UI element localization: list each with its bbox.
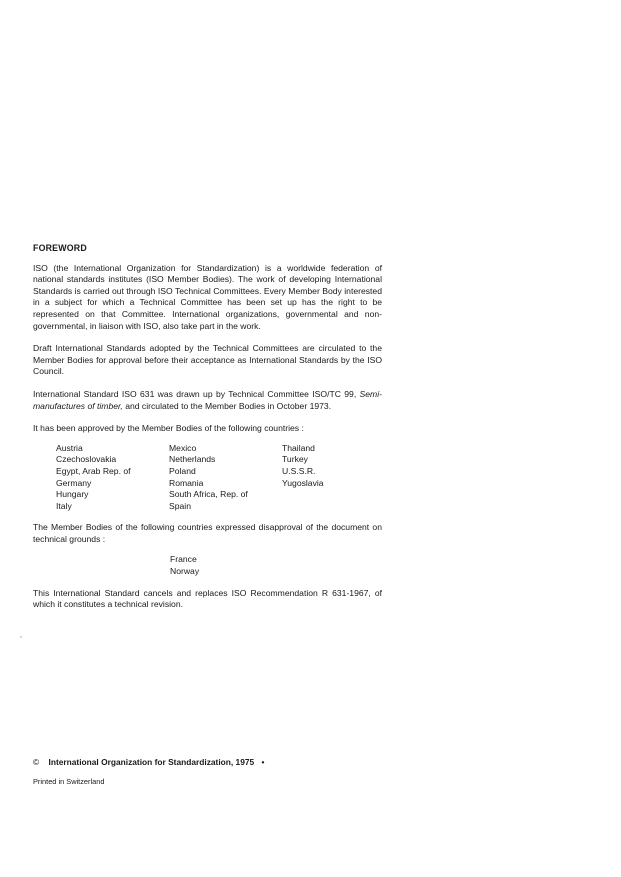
paragraph-disapproval-intro: The Member Bodies of the following countries expressed disapproval of the document on technical grounds : <box>33 522 382 544</box>
disapproving-countries-list <box>170 554 382 577</box>
iso-631-text-a: International Standard ISO 631 was drawn up by Technical Committee ISO/TC 99, <box>33 388 357 399</box>
country-item: Norway <box>170 566 200 577</box>
approving-countries-list <box>56 443 382 513</box>
country-item: Thailand <box>282 442 315 453</box>
country-item: Mexico <box>169 442 197 453</box>
country-item: Romania <box>169 477 204 488</box>
country-item: U.S.S.R. <box>282 465 316 476</box>
country-item: France <box>170 554 197 565</box>
foreword-heading: FOREWORD <box>33 243 87 253</box>
paragraph-draft-standards: Draft International Standards adopted by the Technical Committees are circulated to the Member Bodies for approval before their acceptance as International Standards by the ISO Council. <box>33 343 382 377</box>
printed-in-note: Printed in Switzerland <box>33 777 105 786</box>
copyright-line <box>33 757 264 767</box>
country-item: Poland <box>169 465 196 476</box>
country-item: Turkey <box>282 454 308 465</box>
copyright-icon: © <box>33 757 40 767</box>
country-item: South Africa, Rep. of <box>169 489 248 500</box>
country-item: Czechoslovakia <box>56 454 117 465</box>
approving-countries-column-3 <box>282 443 382 513</box>
iso-631-subject-title: Semi-manufactures of timber, <box>33 388 382 411</box>
country-item: Austria <box>56 442 83 453</box>
country-item: Egypt, Arab Rep. of <box>56 465 131 476</box>
paragraph-iso-631 <box>33 389 382 412</box>
paragraph-iso-intro: ISO (the International Organization for Standardization) is a worldwide federation of national standards institutes (ISO Member Bodies). The work of developing International Standards is carried out through ISO Technical Committees. Every Member Body interested in a subject for which a Technical Committee has been set up has the right to be represented on that Committee. International organizations, governmental and non-governmental, in liaison with ISO, also take part in the work. <box>33 262 382 331</box>
approving-countries-column-2 <box>169 443 282 513</box>
country-item: Yugoslavia <box>282 477 324 488</box>
bullet-icon: • <box>261 757 265 767</box>
paragraph-replaces-recommendation: This International Standard cancels and replaces ISO Recommendation R 631-1967, of which it constitutes a technical revision. <box>33 587 382 610</box>
iso-631-text-b: and circulated to the Member Bodies in October 1973. <box>125 400 332 411</box>
country-item: Italy <box>56 500 72 511</box>
country-item: Hungary <box>56 489 89 500</box>
foreword-section <box>33 243 382 622</box>
margin-speck <box>20 636 22 638</box>
copyright-text: International Organization for Standardization, 1975 <box>48 757 255 767</box>
paragraph-approval-intro: It has been approved by the Member Bodies of the following countries : <box>33 423 304 434</box>
country-item: Netherlands <box>169 454 216 465</box>
country-item: Germany <box>56 477 92 488</box>
country-item: Spain <box>169 500 191 511</box>
approving-countries-column-1 <box>56 443 169 513</box>
